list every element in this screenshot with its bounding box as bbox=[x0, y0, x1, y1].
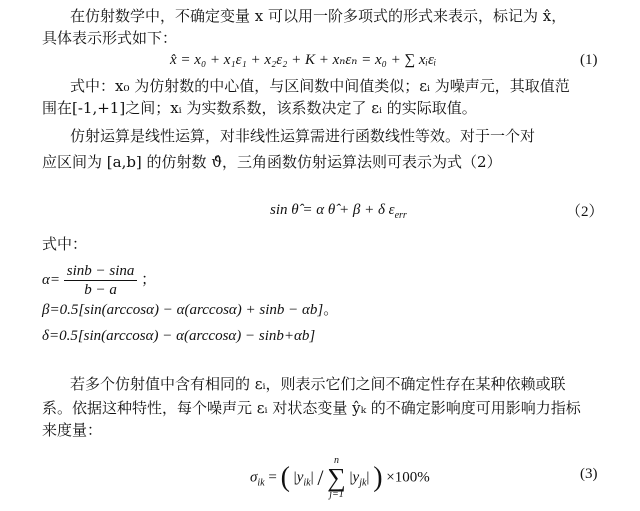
eq3-lhs-sub: ik bbox=[257, 477, 265, 489]
alpha-denominator: b − a bbox=[84, 282, 117, 299]
eq3-num-y: y bbox=[296, 469, 304, 486]
p1-line1: 在仿射数学中，不确定变量 x 可以用一阶多项式的形式来表示，标记为 x̂， bbox=[70, 7, 567, 25]
equation-2-subscript: err bbox=[394, 210, 407, 221]
eq3-open-paren: ( bbox=[280, 462, 290, 493]
eq3-den-sub: jk bbox=[359, 477, 367, 489]
equation-1: x̂ = x₀ + x₁ε₁ + x₂ε₂ + K + xₙεₙ = x₀ + ∑ xᵢεᵢ bbox=[170, 52, 437, 68]
p2-line2: 围在[-1,+1]之间；xᵢ 为实数系数，该系数决定了 εᵢ 的实际取值。 bbox=[42, 99, 477, 117]
alpha-end: ； bbox=[141, 272, 157, 288]
eq3-tail: ×100% bbox=[386, 469, 430, 486]
equation-2-number: （2） bbox=[566, 204, 604, 220]
equation-2-body: sin θ̂ = α θ̂ + β + δ ε bbox=[270, 202, 395, 218]
equation-3-number: (3) bbox=[580, 466, 598, 482]
p3-line1: 仿射运算是线性运算，对非线性运算需进行函数线性等效。对于一个对 bbox=[70, 127, 536, 145]
delta-definition: δ=0.5[sin(arccosα) − α(arccosα) − sinb+αb] bbox=[42, 328, 316, 344]
eq3-close-paren: ) bbox=[373, 462, 383, 493]
p1-line2: 具体表示形式如下： bbox=[42, 29, 178, 47]
eq3-num-sub: ik bbox=[303, 477, 311, 489]
eq3-lhs: σ bbox=[250, 469, 258, 486]
beta-expression: β=0.5[sin(arccosα) − α(arccosα) + sinb − αb] bbox=[42, 302, 324, 318]
where-label: 式中： bbox=[42, 235, 88, 253]
beta-end: 。 bbox=[323, 302, 339, 318]
alpha-definition bbox=[42, 262, 156, 299]
eq3-sum-bottom: j=1 bbox=[329, 489, 344, 500]
equation-2 bbox=[270, 200, 407, 226]
eq3-sum: n ∑ j=1 bbox=[327, 455, 346, 500]
eq3-equals: = bbox=[268, 469, 277, 486]
eq3-sum-top: n bbox=[333, 455, 339, 466]
alpha-numerator: sinb − sina bbox=[64, 262, 138, 281]
equation-3: $\sigma_{ik}$ = ( $|y_{ik}|$ / n ∑ j=1 $|y_{jk}|$ ) ×100% bbox=[250, 455, 430, 500]
p2-line1: 式中：x₀ 为仿射数的中心值，与区间数中间值类似；εᵢ 为噪声元，其取值范 bbox=[70, 77, 570, 95]
alpha-lhs: α= bbox=[42, 272, 60, 288]
p3-line2: 应区间为 [a,b] 的仿射数 ϑ̂，三角函数仿射运算法则可表示为式（2） bbox=[42, 153, 502, 171]
p4-line1: 若多个仿射值中含有相同的 εᵢ，则表示它们之间不确定性存在某种依赖或联 bbox=[70, 375, 566, 393]
beta-definition bbox=[42, 300, 338, 320]
p4-line2: 系。依据这种特性，每个噪声元 εᵢ 对状态变量 ŷₖ 的不确定影响度可用影响力指标 bbox=[42, 399, 581, 417]
equation-1-number: (1) bbox=[580, 52, 598, 68]
p4-line3: 来度量： bbox=[42, 421, 103, 439]
eq3-den-y: y bbox=[352, 469, 360, 486]
alpha-fraction bbox=[64, 262, 138, 299]
